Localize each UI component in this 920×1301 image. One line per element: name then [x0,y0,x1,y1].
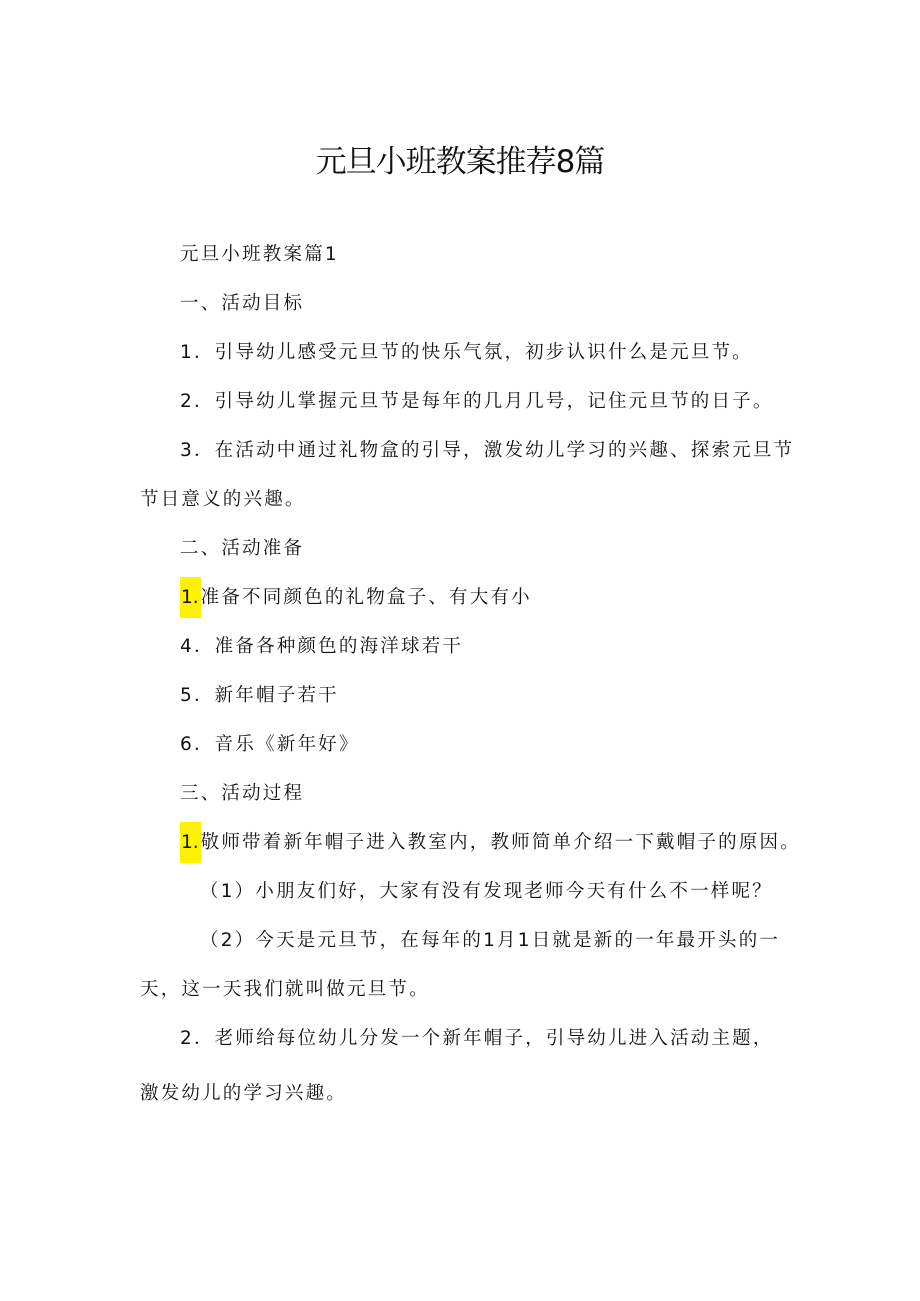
line-text: 敬师带着新年帽子进入教室内，教师简单介绍一下戴帽子的原因。 [200,832,801,853]
line-text: 准备不同颜色的礼物盒子、有大有小 [200,587,532,608]
document-title: 元旦小班教案推荐8篇 [315,144,605,180]
paragraph-line [180,829,801,857]
paragraph-line: 激发幼儿的学习兴趣。 [140,1083,348,1104]
paragraph-line: （1）小朋友们好，大家有没有发现老师今天有什么不一样呢？ [200,881,773,902]
paragraph-line: 2．老师给每位幼儿分发一个新年帽子，引导幼儿进入活动主题， [180,1028,774,1049]
highlighted-number: 1. [180,822,201,863]
paragraph-line: 5．新年帽子若干 [180,685,339,706]
section-heading: 元旦小班教案篇1 [180,244,339,265]
paragraph-line: 4．准备各种颜色的海洋球若干 [180,636,464,657]
paragraph-line [180,584,532,612]
subheading-goals: 一、活动目标 [180,293,305,314]
paragraph-line: 2．引导幼儿掌握元旦节是每年的几月几号，记住元旦节的日子。 [180,391,774,412]
paragraph-line: 天，这一天我们就叫做元旦节。 [140,979,430,1000]
subheading-process: 三、活动过程 [180,783,305,804]
paragraph-line: 1．引导幼儿感受元旦节的快乐气氛，初步认识什么是元旦节。 [180,342,753,363]
highlighted-number: 1. [180,577,201,618]
paragraph-line: 3．在活动中通过礼物盒的引导，激发幼儿学习的兴趣、探索元旦节 [180,440,795,461]
paragraph-line: 6．音乐《新年好》 [180,734,360,755]
subheading-preparation: 二、活动准备 [180,538,305,559]
paragraph-line: 节日意义的兴趣。 [140,489,306,510]
paragraph-line: （2）今天是元旦节，在每年的1月1日就是新的一年最开头的一 [200,930,781,951]
